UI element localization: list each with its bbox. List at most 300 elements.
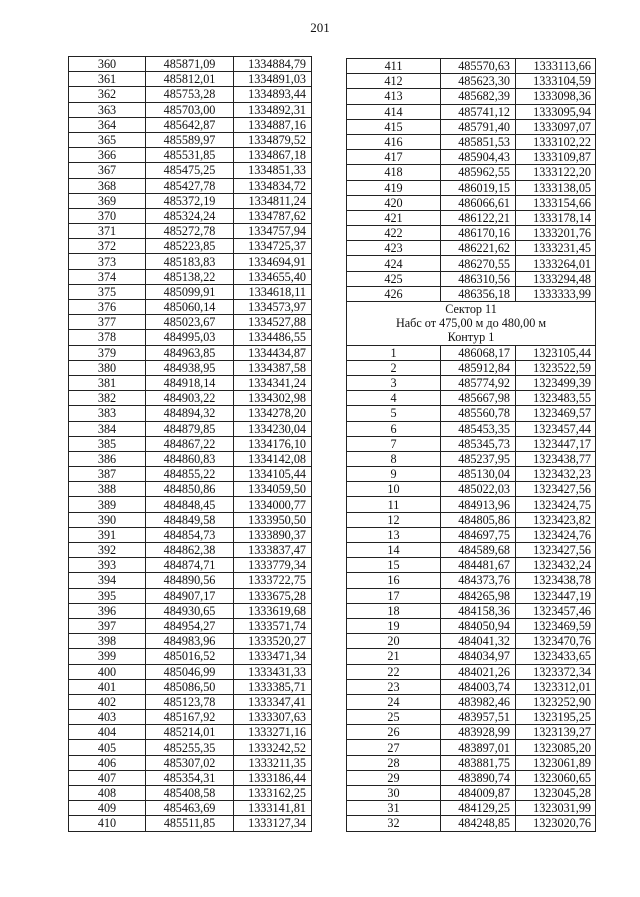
point-number: 418 xyxy=(347,165,441,180)
coordinate-x: 485531,85 xyxy=(146,148,234,163)
point-number: 24 xyxy=(347,694,441,709)
coordinate-y: 1333431,33 xyxy=(234,664,312,679)
coordinate-y: 1323252,90 xyxy=(516,694,596,709)
point-number: 383 xyxy=(69,406,146,421)
point-number: 362 xyxy=(69,87,146,102)
table-row xyxy=(69,148,312,163)
point-number: 381 xyxy=(69,375,146,390)
coordinate-x: 484855,22 xyxy=(146,467,234,482)
coordinate-x: 484034,97 xyxy=(441,649,516,664)
table-row xyxy=(69,163,312,178)
coordinate-x: 485214,01 xyxy=(146,725,234,740)
coordinate-x: 484129,25 xyxy=(441,801,516,816)
point-number: 377 xyxy=(69,315,146,330)
table-row xyxy=(347,801,596,816)
table-row xyxy=(69,543,312,558)
point-number: 1 xyxy=(347,345,441,360)
coordinate-x: 484954,27 xyxy=(146,618,234,633)
point-number: 412 xyxy=(347,74,441,89)
point-number: 421 xyxy=(347,210,441,225)
coordinate-x: 485753,28 xyxy=(146,87,234,102)
table-row xyxy=(347,74,596,89)
table-row xyxy=(347,740,596,755)
coordinate-y: 1333385,71 xyxy=(234,679,312,694)
coordinate-x: 486221,62 xyxy=(441,241,516,256)
coordinate-x: 484867,22 xyxy=(146,436,234,451)
table-row xyxy=(347,755,596,770)
coordinate-x: 485022,03 xyxy=(441,482,516,497)
point-number: 388 xyxy=(69,482,146,497)
table-row xyxy=(69,375,312,390)
coordinate-x: 485086,50 xyxy=(146,679,234,694)
point-number: 364 xyxy=(69,117,146,132)
coordinate-x: 485408,58 xyxy=(146,786,234,801)
coordinate-y: 1333138,05 xyxy=(516,180,596,195)
point-number: 18 xyxy=(347,603,441,618)
coordinate-x: 484874,71 xyxy=(146,558,234,573)
table-row xyxy=(347,195,596,210)
coordinate-y: 1334176,10 xyxy=(234,436,312,451)
table-row xyxy=(347,391,596,406)
point-number: 2 xyxy=(347,360,441,375)
table-row xyxy=(69,618,312,633)
coordinate-x: 484963,85 xyxy=(146,345,234,360)
coordinate-x: 484983,96 xyxy=(146,634,234,649)
coordinate-x: 485667,98 xyxy=(441,391,516,406)
table-row xyxy=(69,497,312,512)
coordinate-y: 1333779,34 xyxy=(234,558,312,573)
point-number: 25 xyxy=(347,710,441,725)
point-number: 15 xyxy=(347,558,441,573)
table-row xyxy=(347,134,596,149)
table-row xyxy=(69,406,312,421)
coordinate-y: 1323424,75 xyxy=(516,497,596,512)
coordinate-x: 485046,99 xyxy=(146,664,234,679)
coordinate-y: 1334302,98 xyxy=(234,391,312,406)
coordinate-y: 1333141,81 xyxy=(234,801,312,816)
coordinate-x: 485453,35 xyxy=(441,421,516,436)
coordinate-x: 485023,67 xyxy=(146,315,234,330)
table-row xyxy=(347,618,596,633)
table-row xyxy=(69,208,312,223)
table-row xyxy=(347,725,596,740)
coordinate-x: 483982,46 xyxy=(441,694,516,709)
table-row xyxy=(347,543,596,558)
table-row xyxy=(69,421,312,436)
coordinate-x: 485962,55 xyxy=(441,165,516,180)
table-row xyxy=(347,482,596,497)
coordinate-x: 484041,32 xyxy=(441,634,516,649)
coordinate-y: 1333890,37 xyxy=(234,527,312,542)
table-row xyxy=(347,710,596,725)
coordinate-x: 484848,45 xyxy=(146,497,234,512)
point-number: 4 xyxy=(347,391,441,406)
coordinate-x: 486122,21 xyxy=(441,210,516,225)
table-row xyxy=(69,634,312,649)
table-row xyxy=(69,740,312,755)
height-range: Набс от 475,00 м до 480,00 м xyxy=(347,316,596,330)
coordinate-y: 1334811,24 xyxy=(234,193,312,208)
table-row xyxy=(347,345,596,360)
point-number: 380 xyxy=(69,360,146,375)
coordinate-y: 1334757,94 xyxy=(234,224,312,239)
coordinate-x: 484862,38 xyxy=(146,543,234,558)
table-row xyxy=(347,634,596,649)
coordinate-x: 485871,09 xyxy=(146,57,234,72)
point-number: 375 xyxy=(69,284,146,299)
coordinate-x: 484894,32 xyxy=(146,406,234,421)
coordinate-x: 485255,35 xyxy=(146,740,234,755)
table-row xyxy=(69,132,312,147)
table-row xyxy=(69,360,312,375)
coordinate-x: 485642,87 xyxy=(146,117,234,132)
table-row xyxy=(69,558,312,573)
coordinate-y: 1323372,34 xyxy=(516,664,596,679)
table-row xyxy=(69,102,312,117)
coordinate-y: 1323447,19 xyxy=(516,588,596,603)
coordinate-y: 1333113,66 xyxy=(516,59,596,74)
coordinate-y: 1323045,28 xyxy=(516,786,596,801)
table-row xyxy=(69,451,312,466)
table-row xyxy=(347,226,596,241)
coordinate-y: 1333162,25 xyxy=(234,786,312,801)
table-row xyxy=(69,224,312,239)
coordinate-y: 1334618,11 xyxy=(234,284,312,299)
coordinate-y: 1334891,03 xyxy=(234,72,312,87)
coordinate-y: 1334867,18 xyxy=(234,148,312,163)
table-row xyxy=(347,664,596,679)
coordinate-y: 1333264,01 xyxy=(516,256,596,271)
point-number: 27 xyxy=(347,740,441,755)
coordinate-y: 1334787,62 xyxy=(234,208,312,223)
coordinate-y: 1333154,66 xyxy=(516,195,596,210)
point-number: 398 xyxy=(69,634,146,649)
point-number: 413 xyxy=(347,89,441,104)
sector-title: Сектор 11 xyxy=(347,302,596,317)
coordinate-x: 485682,39 xyxy=(441,89,516,104)
coordinate-y: 1333211,35 xyxy=(234,755,312,770)
point-number: 21 xyxy=(347,649,441,664)
table-row xyxy=(69,679,312,694)
coordinate-y: 1334887,16 xyxy=(234,117,312,132)
point-number: 386 xyxy=(69,451,146,466)
coordinate-x: 486019,15 xyxy=(441,180,516,195)
coordinate-x: 485774,92 xyxy=(441,375,516,390)
table-row xyxy=(69,770,312,785)
point-number: 414 xyxy=(347,104,441,119)
point-number: 404 xyxy=(69,725,146,740)
point-number: 408 xyxy=(69,786,146,801)
point-number: 28 xyxy=(347,755,441,770)
table-row xyxy=(347,451,596,466)
point-number: 32 xyxy=(347,816,441,831)
coordinate-y: 1323499,39 xyxy=(516,375,596,390)
coordinate-y: 1334059,50 xyxy=(234,482,312,497)
point-number: 372 xyxy=(69,239,146,254)
point-number: 401 xyxy=(69,679,146,694)
point-number: 407 xyxy=(69,770,146,785)
coordinate-x: 485463,69 xyxy=(146,801,234,816)
coordinate-y: 1333095,94 xyxy=(516,104,596,119)
coordinate-x: 485099,91 xyxy=(146,284,234,299)
coordinate-x: 485272,78 xyxy=(146,224,234,239)
point-number: 374 xyxy=(69,269,146,284)
table-row xyxy=(69,193,312,208)
coordinate-y: 1333837,47 xyxy=(234,543,312,558)
point-number: 360 xyxy=(69,57,146,72)
coordinate-y: 1323447,17 xyxy=(516,436,596,451)
table-row xyxy=(69,330,312,345)
coordinate-y: 1334527,88 xyxy=(234,315,312,330)
coordinate-y: 1333471,34 xyxy=(234,649,312,664)
point-number: 423 xyxy=(347,241,441,256)
point-number: 7 xyxy=(347,436,441,451)
coordinate-y: 1334884,79 xyxy=(234,57,312,72)
coordinate-x: 484879,85 xyxy=(146,421,234,436)
table-row xyxy=(69,467,312,482)
coordinate-y: 1323031,99 xyxy=(516,801,596,816)
point-number: 22 xyxy=(347,664,441,679)
point-number: 370 xyxy=(69,208,146,223)
coordinate-y: 1334694,91 xyxy=(234,254,312,269)
coordinate-y: 1333271,16 xyxy=(234,725,312,740)
coordinate-y: 1334879,52 xyxy=(234,132,312,147)
point-number: 424 xyxy=(347,256,441,271)
coordinate-y: 1323195,25 xyxy=(516,710,596,725)
point-number: 403 xyxy=(69,710,146,725)
table-row xyxy=(69,254,312,269)
coordinate-y: 1333109,87 xyxy=(516,150,596,165)
point-number: 400 xyxy=(69,664,146,679)
coordinate-x: 483957,51 xyxy=(441,710,516,725)
point-number: 10 xyxy=(347,482,441,497)
contour-title: Контур 1 xyxy=(347,330,596,345)
table-row xyxy=(69,391,312,406)
point-number: 3 xyxy=(347,375,441,390)
coordinate-y: 1323061,89 xyxy=(516,755,596,770)
coordinate-y: 1323457,46 xyxy=(516,603,596,618)
point-number: 363 xyxy=(69,102,146,117)
table-row xyxy=(347,150,596,165)
table-row xyxy=(69,72,312,87)
coordinate-y: 1333178,14 xyxy=(516,210,596,225)
point-number: 385 xyxy=(69,436,146,451)
point-number: 406 xyxy=(69,755,146,770)
point-number: 12 xyxy=(347,512,441,527)
table-row xyxy=(347,436,596,451)
coordinate-y: 1333201,76 xyxy=(516,226,596,241)
coordinate-y: 1334278,20 xyxy=(234,406,312,421)
point-number: 5 xyxy=(347,406,441,421)
table-row xyxy=(69,527,312,542)
coordinate-y: 1334105,44 xyxy=(234,467,312,482)
table-row xyxy=(347,497,596,512)
point-number: 8 xyxy=(347,451,441,466)
point-number: 393 xyxy=(69,558,146,573)
point-number: 371 xyxy=(69,224,146,239)
table-row xyxy=(69,87,312,102)
coordinate-y: 1333307,63 xyxy=(234,710,312,725)
coordinate-x: 485904,43 xyxy=(441,150,516,165)
coordinate-x: 484913,96 xyxy=(441,497,516,512)
coordinate-x: 484805,86 xyxy=(441,512,516,527)
coordinate-y: 1333097,07 xyxy=(516,119,596,134)
table-row xyxy=(69,345,312,360)
coordinate-x: 486170,16 xyxy=(441,226,516,241)
coordinate-x: 484918,14 xyxy=(146,375,234,390)
coordinate-y: 1323438,77 xyxy=(516,451,596,466)
coordinate-y: 1323522,59 xyxy=(516,360,596,375)
coordinate-y: 1334434,87 xyxy=(234,345,312,360)
point-number: 26 xyxy=(347,725,441,740)
coordinate-y: 1333294,48 xyxy=(516,271,596,286)
point-number: 389 xyxy=(69,497,146,512)
coordinate-x: 484860,83 xyxy=(146,451,234,466)
coordinate-y: 1323427,56 xyxy=(516,543,596,558)
table-row xyxy=(347,180,596,195)
point-number: 384 xyxy=(69,421,146,436)
coordinate-y: 1323312,01 xyxy=(516,679,596,694)
coordinate-x: 485324,24 xyxy=(146,208,234,223)
coordinate-x: 485812,01 xyxy=(146,72,234,87)
table-row xyxy=(69,710,312,725)
coordinate-y: 1323438,78 xyxy=(516,573,596,588)
table-row xyxy=(347,816,596,831)
point-number: 409 xyxy=(69,801,146,816)
table-row xyxy=(347,210,596,225)
coordinate-y: 1334230,04 xyxy=(234,421,312,436)
point-number: 390 xyxy=(69,512,146,527)
table-row xyxy=(347,104,596,119)
coordinate-x: 485223,85 xyxy=(146,239,234,254)
coordinate-y: 1333333,99 xyxy=(516,286,596,301)
coordinate-x: 485167,92 xyxy=(146,710,234,725)
point-number: 13 xyxy=(347,527,441,542)
point-number: 391 xyxy=(69,527,146,542)
coordinate-y: 1334893,44 xyxy=(234,87,312,102)
coordinate-x: 485345,73 xyxy=(441,436,516,451)
table-row xyxy=(347,286,596,301)
point-number: 29 xyxy=(347,770,441,785)
coordinate-x: 484265,98 xyxy=(441,588,516,603)
coordinate-y: 1323020,76 xyxy=(516,816,596,831)
coordinate-y: 1323427,56 xyxy=(516,482,596,497)
point-number: 396 xyxy=(69,603,146,618)
page-number: 201 xyxy=(310,20,330,35)
table-row xyxy=(347,375,596,390)
coordinate-x: 484930,65 xyxy=(146,603,234,618)
coordinate-y: 1333102,22 xyxy=(516,134,596,149)
coordinate-y: 1333619,68 xyxy=(234,603,312,618)
coordinate-y: 1333122,20 xyxy=(516,165,596,180)
point-number: 369 xyxy=(69,193,146,208)
table-row xyxy=(69,573,312,588)
coordinate-x: 486356,18 xyxy=(441,286,516,301)
table-row xyxy=(69,588,312,603)
coordinate-x: 485130,04 xyxy=(441,467,516,482)
coordinate-y: 1334834,72 xyxy=(234,178,312,193)
point-number: 20 xyxy=(347,634,441,649)
point-number: 425 xyxy=(347,271,441,286)
table-row xyxy=(69,300,312,315)
coordinate-y: 1323469,57 xyxy=(516,406,596,421)
coordinate-y: 1333520,27 xyxy=(234,634,312,649)
coordinate-x: 483890,74 xyxy=(441,770,516,785)
point-number: 9 xyxy=(347,467,441,482)
coordinate-y: 1334000,77 xyxy=(234,497,312,512)
point-number: 399 xyxy=(69,649,146,664)
table-row xyxy=(347,165,596,180)
coordinate-x: 484849,58 xyxy=(146,512,234,527)
table-row xyxy=(69,512,312,527)
table-row xyxy=(347,89,596,104)
point-number: 392 xyxy=(69,543,146,558)
coordinate-x: 484890,56 xyxy=(146,573,234,588)
coordinate-y: 1334387,58 xyxy=(234,360,312,375)
point-number: 30 xyxy=(347,786,441,801)
table-row xyxy=(347,649,596,664)
coordinate-x: 484907,17 xyxy=(146,588,234,603)
coordinate-y: 1323469,59 xyxy=(516,618,596,633)
point-number: 395 xyxy=(69,588,146,603)
coordinate-x: 485560,78 xyxy=(441,406,516,421)
table-row xyxy=(69,178,312,193)
table-row xyxy=(347,421,596,436)
table-row xyxy=(69,816,312,831)
coordinate-x: 485623,30 xyxy=(441,74,516,89)
table-row xyxy=(347,770,596,785)
point-number: 23 xyxy=(347,679,441,694)
coordinate-x: 485570,63 xyxy=(441,59,516,74)
coordinate-x: 485703,00 xyxy=(146,102,234,117)
coordinate-x: 486068,17 xyxy=(441,345,516,360)
table-row xyxy=(69,57,312,72)
table-row xyxy=(347,573,596,588)
coordinate-x: 484854,73 xyxy=(146,527,234,542)
point-number: 14 xyxy=(347,543,441,558)
coordinate-x: 485183,83 xyxy=(146,254,234,269)
point-number: 382 xyxy=(69,391,146,406)
table-row xyxy=(347,119,596,134)
coordinate-x: 485123,78 xyxy=(146,694,234,709)
coordinate-y: 1334892,31 xyxy=(234,102,312,117)
coordinate-x: 485475,25 xyxy=(146,163,234,178)
coordinate-x: 485791,40 xyxy=(441,119,516,134)
point-number: 17 xyxy=(347,588,441,603)
table-row xyxy=(69,649,312,664)
coordinate-y: 1323139,27 xyxy=(516,725,596,740)
coordinate-y: 1333242,52 xyxy=(234,740,312,755)
coordinate-y: 1333231,45 xyxy=(516,241,596,256)
coordinate-x: 485372,19 xyxy=(146,193,234,208)
coordinate-x: 485138,22 xyxy=(146,269,234,284)
table-row xyxy=(347,679,596,694)
point-number: 376 xyxy=(69,300,146,315)
coordinate-x: 485511,85 xyxy=(146,816,234,831)
coordinate-x: 484158,36 xyxy=(441,603,516,618)
table-row xyxy=(347,59,596,74)
point-number: 361 xyxy=(69,72,146,87)
coordinate-y: 1333127,34 xyxy=(234,816,312,831)
coordinate-y: 1333722,75 xyxy=(234,573,312,588)
coordinate-x: 485354,31 xyxy=(146,770,234,785)
point-number: 417 xyxy=(347,150,441,165)
table-row xyxy=(69,755,312,770)
coordinate-x: 484248,85 xyxy=(441,816,516,831)
coordinate-y: 1323060,65 xyxy=(516,770,596,785)
table-row xyxy=(69,239,312,254)
point-number: 420 xyxy=(347,195,441,210)
